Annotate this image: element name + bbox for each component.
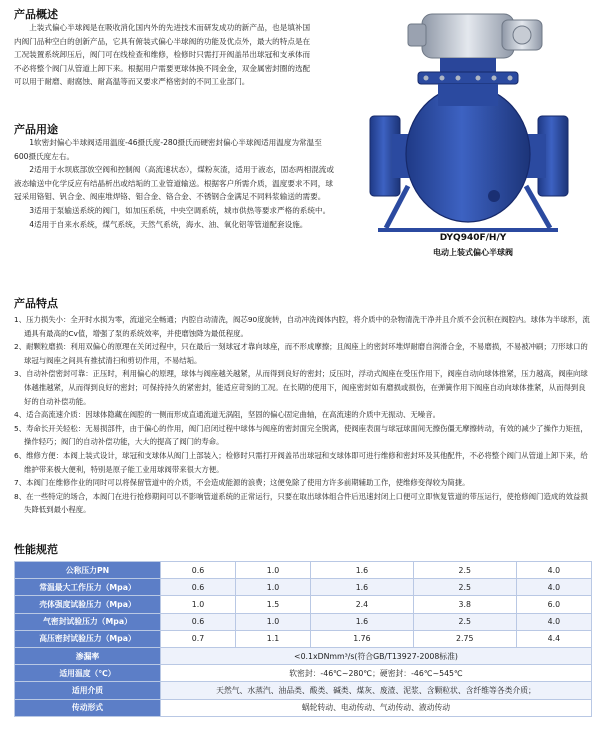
usage-item: 2适用于水坝底部放空阀和控制阀（高流速状态），煤粉灰渣，适用于液态，固态两相混流或液态输送中化学反应有结晶析出或结垢的工业管道输送。根据客户所需介质，温度要求不同，球冠采用铬钼、钒合金、阀座堆焊铬、钼合金、铬合金、不锈钢合金满足不同料浆输送的需要。 (14, 165, 334, 202)
table-row (15, 682, 592, 699)
feature-item: 8、在一些特定的场合，本阀门在进行抢修期间可以不影响管道系统的正常运行，只要在取出球体组合件后迅速封闭上口便可立即恢复管道的带压运行，使抢修阀门造成的效益损失降低到最小程度。 (14, 491, 588, 515)
row-label: 渗漏率 (15, 647, 161, 664)
table-row (15, 699, 592, 716)
table-cell: 0.7 (161, 630, 236, 647)
table-cell: 0.6 (161, 579, 236, 596)
table-cell: 0.6 (161, 562, 236, 579)
table-cell: 蜗轮转动、电动传动、气动传动、液动传动 (161, 699, 592, 716)
feature-item: 3、自动补偿密封可靠：正压时，利用偏心的原理，球体与阀座越关越紧，从而得到良好的密封；反压时，浮动式阀座在受压作用下，阀座自动向球体推紧，压力越高，阀座向球体越推越紧，从而得到良好的密封；可保持持久的紧密封，能适应苛刻的工况。在长期的使用下，阀座密封如有磨损或损伤，在弹簧作用下阀座自动向球体推紧，从而得到良好的自动补偿功能。 (14, 369, 588, 406)
row-label: 壳体强度试验压力（Mpa） (15, 596, 161, 613)
valve-bonnet (418, 72, 518, 84)
table-cell: 天然气、水蒸汽、油品类、酸类、碱类、煤灰、废渣、泥浆、含颗粒状、含纤维等各类介质； (161, 682, 592, 699)
feature-item: 5、寿命长开关轻松：无易损部件，由于偏心的作用，阀门启闭过程中球体与阀座的密封面完全脱离，使阀座表面与球冠球面间无擦伤僵无摩擦转动，有效的减少了操作力矩扭，操作轻巧；阀门的自动补偿功能，大大的提高了阀门的寿命。 (14, 423, 588, 447)
electric-actuator (408, 14, 542, 58)
table-cell: 1.6 (311, 562, 414, 579)
table-cell: 2.75 (413, 630, 516, 647)
table-cell: 3.8 (413, 596, 516, 613)
feature-item: 7、本阀门在维修作业的同时可以将保留管道中的介质，不会造成能源的浪费；这便免除了使用方许多前期辅助工作，使维修变得较为简捷。 (14, 478, 470, 488)
table-row (15, 579, 592, 596)
row-label: 适用介质 (15, 682, 161, 699)
table-cell: 1.6 (311, 613, 414, 630)
row-label: 气密封试验压力（Mpa） (15, 613, 161, 630)
table-cell: 4.0 (516, 562, 591, 579)
overview-text: 上装式偏心半球阀是在吸收消化国内外的先进技术而研发成功的新产品，也是填补国内阀门品种空白的创新产品，它具有俯装式偏心半球阀的功能及优点外，最大的特点是在工况装置系统卸压后，阀门可在线检查和维修，检修时只需打开阀盖吊出球冠和支承体而不必将整个阀门从管道上卸下来。根据用户需要更球体换不同金金，双金属密封圈的选配可以用于耐磨、耐腐蚀、耐高温等而又要求严格密封的不同工业部门。 (14, 23, 311, 87)
table-cell: 4.0 (516, 613, 591, 630)
feature-item: 4、适合高流速介质：因球体隐藏在阀腔的一侧而形成直通流道无涡阻，坚固的偏心固定曲轴，在高流速的介质中无振动、无噪音。 (14, 410, 440, 420)
usage-item: 1软密封偏心半球阀适用温度-46摄氏度-280摄氏而硬密封偏心半球阀适用温度为常温至600摄氏度左右。 (14, 138, 322, 161)
spec-table (14, 561, 592, 717)
table-cell: 2.5 (413, 562, 516, 579)
table-row (15, 630, 592, 647)
table-cell: 2.5 (413, 613, 516, 630)
usage-item: 4适用于自来水系统，煤气系统，天然气系统，海水、油、氧化铝等管道配套设施。 (29, 219, 308, 229)
row-label: 适用温度（℃） (15, 665, 161, 682)
feature-item: 2、耐颗粒磨损：利用双偏心的原理在关闭过程中，只在最后一刻球冠才靠向球座，而不形成摩擦；且阀座上的密封环堆焊耐磨自润滑合金，不易磨损，不易被冲刷；刀形球口的球冠与阀座之间具有推拭清扫和剪切作用，不易结垢。 (14, 342, 588, 365)
row-label: 常温最大工作压力（Mpa） (15, 579, 161, 596)
table-cell: 1.0 (236, 613, 311, 630)
table-row (15, 562, 592, 579)
feature-item: 1、压力损失小：全开时水损为零，流道完全畅通；内腔自动清洗，阀芯90度旋转，自动冲洗阀体内腔，将介质中的杂物清洗干净并且介质不会沉积在阀腔内。球体为半球形，流通具有最高的Cv值，增强了泵的系统效率，并使磨蚀降为最低程度。 (14, 315, 590, 338)
table-cell: 4.0 (516, 579, 591, 596)
features-title: 产品特点 (14, 297, 58, 310)
table-cell: 1.6 (311, 579, 414, 596)
table-row (15, 613, 592, 630)
table-cell: 2.4 (311, 596, 414, 613)
table-cell: 1.5 (236, 596, 311, 613)
valve-illustration (362, 6, 582, 236)
table-cell: 1.76 (311, 630, 414, 647)
table-cell: 1.0 (236, 579, 311, 596)
table-row (15, 596, 592, 613)
product-name: 电动上装式偏心半球阀 (433, 248, 513, 257)
row-label: 公称压力PN (15, 562, 161, 579)
table-cell: 4.4 (516, 630, 591, 647)
table-cell: 0.6 (161, 613, 236, 630)
overview-title: 产品概述 (14, 8, 58, 21)
table-cell: 6.0 (516, 596, 591, 613)
table-row (15, 665, 592, 682)
feature-item: 6、维修方便：本阀上装式设计，球冠和支球体从阀门上部装入；检修时只需打开阀盖吊出球冠和支球体即可进行维修和密封环及其他配件，不必将整个阀门从管道上卸下来，给维护带来极大便利，特别是原子能工业用球阀带来很大方便。 (14, 450, 588, 474)
row-label: 传动形式 (15, 699, 161, 716)
features-list (14, 313, 592, 517)
spec-title: 性能规范 (14, 543, 58, 556)
table-cell: 1.1 (236, 630, 311, 647)
table-cell: 1.0 (236, 562, 311, 579)
row-label: 高压密封试验压力（Mpa） (15, 630, 161, 647)
table-cell: 2.5 (413, 579, 516, 596)
table-row (15, 647, 592, 664)
product-model: DYQ940F/H/Y (439, 233, 507, 243)
usage-item: 3适用于泵输送系统的阀门，如加压系统，中央空调系统，城市供热等要求严格的系统中。 (29, 205, 331, 215)
table-cell: <0.1xDNmm³/s(符合GB/T13927-2008标准) (161, 647, 592, 664)
table-cell: 软密封：-46℃~280℃；硬密封：-46℃~545℃ (161, 665, 592, 682)
table-cell: 1.0 (161, 596, 236, 613)
usage-title: 产品用途 (14, 123, 58, 136)
usage-list (14, 136, 334, 231)
